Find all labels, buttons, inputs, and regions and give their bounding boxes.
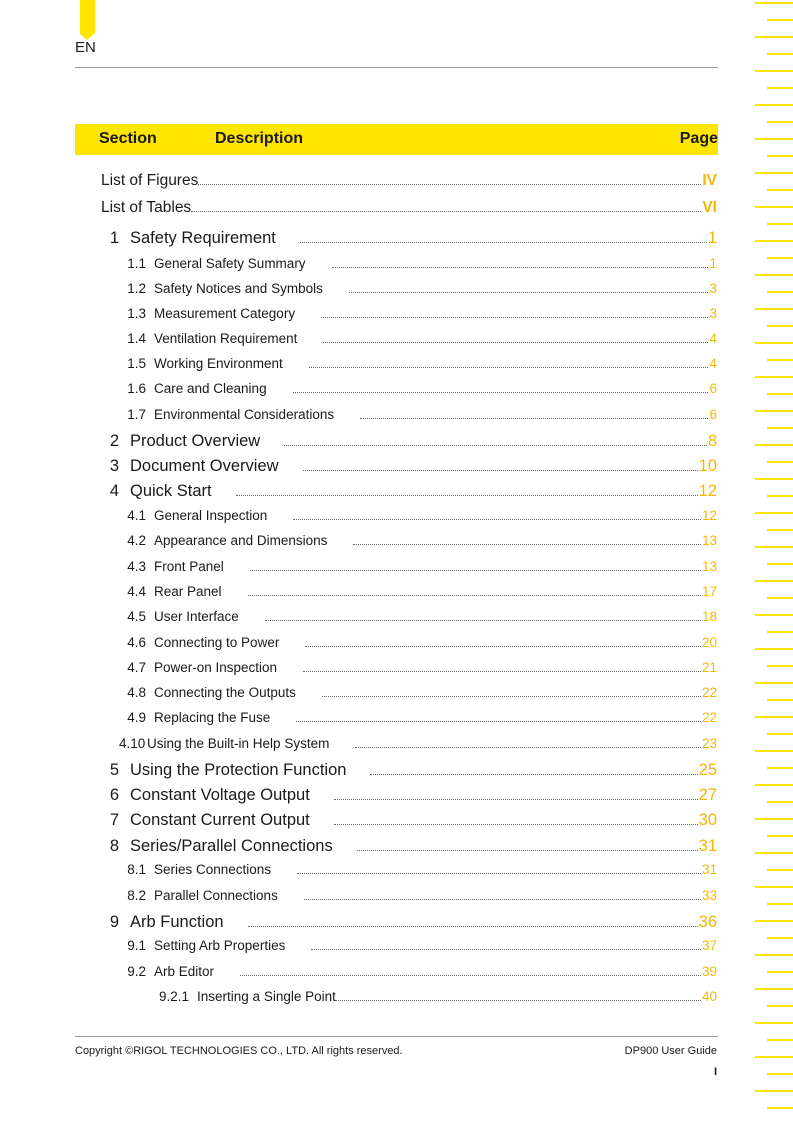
toc-page: 39 bbox=[701, 964, 717, 979]
edge-stripe bbox=[767, 665, 793, 667]
toc-page: 10 bbox=[698, 457, 717, 475]
toc-title: Ventilation Requirement bbox=[154, 331, 298, 346]
edge-stripe bbox=[755, 104, 793, 106]
toc-leader bbox=[353, 544, 701, 545]
toc-page: 31 bbox=[698, 837, 717, 855]
edge-stripe bbox=[755, 376, 793, 378]
toc-entry[interactable] bbox=[126, 609, 717, 624]
toc-leader bbox=[309, 367, 709, 368]
edge-stripe bbox=[767, 461, 793, 463]
toc-number: 4.5 bbox=[127, 609, 146, 624]
toc-leader bbox=[311, 949, 701, 950]
edge-stripe bbox=[767, 835, 793, 837]
toc-leader bbox=[191, 211, 701, 212]
toc-number: 2 bbox=[109, 432, 119, 450]
edge-stripe bbox=[767, 1005, 793, 1007]
toc-page: 8 bbox=[707, 432, 717, 450]
toc-title: Using the Protection Function bbox=[130, 761, 347, 779]
toc-title: Quick Start bbox=[130, 482, 212, 500]
edge-stripe bbox=[767, 325, 793, 327]
toc-leader bbox=[321, 317, 708, 318]
toc-entry[interactable] bbox=[126, 407, 717, 422]
toc-title: Safety Notices and Symbols bbox=[154, 281, 323, 296]
toc-entry[interactable] bbox=[126, 584, 717, 599]
toc-entry[interactable] bbox=[126, 710, 717, 725]
toc-title: Appearance and Dimensions bbox=[154, 533, 328, 548]
toc-page: 21 bbox=[701, 660, 717, 675]
toc-number: 4 bbox=[109, 482, 119, 500]
toc-entry[interactable] bbox=[100, 432, 717, 451]
toc-number: 1.7 bbox=[127, 407, 146, 422]
header-section: Section bbox=[99, 130, 157, 147]
toc-number: 9.1 bbox=[127, 938, 146, 953]
edge-stripe bbox=[755, 614, 793, 616]
toc-number: 6 bbox=[109, 786, 119, 804]
toc-title: Environmental Considerations bbox=[154, 407, 335, 422]
toc-entry[interactable] bbox=[100, 913, 717, 932]
edge-stripe bbox=[767, 495, 793, 497]
toc-number: 4.7 bbox=[127, 660, 146, 675]
edge-stripe bbox=[767, 223, 793, 225]
toc-number: 1.3 bbox=[127, 306, 146, 321]
edge-stripe bbox=[767, 87, 793, 89]
toc-title: Replacing the Fuse bbox=[154, 710, 271, 725]
edge-stripe bbox=[767, 699, 793, 701]
toc-title: Series/Parallel Connections bbox=[130, 837, 333, 855]
toc-leader bbox=[303, 470, 698, 471]
edge-stripe bbox=[755, 308, 793, 310]
edge-stripe bbox=[767, 631, 793, 633]
toc-page: 4 bbox=[709, 331, 717, 346]
toc-page: 3 bbox=[709, 306, 717, 321]
toc-leader bbox=[360, 418, 708, 419]
toc-leader bbox=[349, 292, 709, 293]
edge-stripe bbox=[755, 444, 793, 446]
toc-title: Rear Panel bbox=[154, 584, 222, 599]
toc-entry[interactable] bbox=[126, 862, 717, 877]
toc-entry[interactable] bbox=[126, 685, 717, 700]
edge-stripe bbox=[755, 172, 793, 174]
toc-page: 18 bbox=[701, 609, 717, 624]
toc-page: 17 bbox=[701, 584, 717, 599]
toc-page: 30 bbox=[698, 811, 717, 829]
toc-title: Connecting the Outputs bbox=[154, 685, 296, 700]
toc-number: 4.9 bbox=[127, 710, 146, 725]
edge-stripe bbox=[767, 597, 793, 599]
toc-page: 23 bbox=[701, 736, 717, 751]
toc-leader bbox=[334, 799, 698, 800]
toc-page: 40 bbox=[701, 989, 717, 1004]
edge-stripe bbox=[755, 750, 793, 752]
toc-entry[interactable] bbox=[100, 457, 717, 476]
toc-number: 9 bbox=[109, 913, 119, 931]
toc-page: 1 bbox=[707, 229, 717, 247]
toc-title: Constant Voltage Output bbox=[130, 786, 310, 804]
toc-entry[interactable] bbox=[126, 888, 717, 903]
edge-stripe bbox=[767, 359, 793, 361]
toc-number: 1.2 bbox=[127, 281, 146, 296]
toc-leader bbox=[355, 747, 701, 748]
toc-leader bbox=[198, 184, 701, 185]
toc-title: Inserting a Single Point bbox=[197, 989, 336, 1004]
toc-number: 1.5 bbox=[127, 356, 146, 371]
toc-number: 3 bbox=[109, 457, 119, 475]
toc-page: 22 bbox=[701, 710, 717, 725]
toc-leader bbox=[332, 267, 709, 268]
toc-entry[interactable] bbox=[126, 660, 717, 675]
toc-number: 4.3 bbox=[127, 559, 146, 574]
toc-leader bbox=[296, 721, 701, 722]
edge-stripe bbox=[767, 937, 793, 939]
toc-leader bbox=[293, 519, 701, 520]
edge-stripe bbox=[755, 852, 793, 854]
edge-stripe bbox=[755, 1022, 793, 1024]
toc-entry[interactable] bbox=[100, 811, 717, 830]
toc-title: Constant Current Output bbox=[130, 811, 310, 829]
edge-stripe bbox=[767, 393, 793, 395]
toc-page: VI bbox=[702, 199, 717, 216]
toc-entry[interactable] bbox=[126, 281, 717, 296]
toc-number: 8.1 bbox=[127, 862, 146, 877]
edge-stripe bbox=[767, 971, 793, 973]
toc-entry[interactable] bbox=[100, 786, 717, 805]
toc-entry[interactable] bbox=[126, 508, 717, 523]
toc-entry[interactable] bbox=[126, 635, 717, 650]
toc-page: 22 bbox=[701, 685, 717, 700]
toc-number: 4.6 bbox=[127, 635, 146, 650]
toc-title: General Safety Summary bbox=[154, 256, 306, 271]
toc-title: Document Overview bbox=[130, 457, 279, 475]
edge-stripe bbox=[755, 682, 793, 684]
toc-number: 4.4 bbox=[127, 584, 146, 599]
edge-stripe bbox=[755, 478, 793, 480]
toc-title: Parallel Connections bbox=[154, 888, 278, 903]
toc-title: Arb Editor bbox=[154, 964, 215, 979]
toc-number: 4.8 bbox=[127, 685, 146, 700]
edge-stripes bbox=[755, 0, 793, 1122]
toc-leader bbox=[336, 1000, 701, 1001]
toc-number: 4.2 bbox=[127, 533, 146, 548]
edge-stripe bbox=[755, 648, 793, 650]
toc-title: Connecting to Power bbox=[154, 635, 280, 650]
toc-page: 3 bbox=[709, 281, 717, 296]
toc-leader bbox=[284, 445, 707, 446]
toc-title: List of Tables bbox=[101, 199, 192, 216]
toc-title: Care and Cleaning bbox=[154, 381, 267, 396]
toc-leader bbox=[357, 850, 698, 851]
toc-page: 12 bbox=[698, 482, 717, 500]
edge-stripe bbox=[755, 716, 793, 718]
toc-page: 1 bbox=[709, 256, 717, 271]
toc-title: Product Overview bbox=[130, 432, 261, 450]
header-page: Page bbox=[679, 130, 718, 147]
toc-entry[interactable] bbox=[126, 256, 717, 271]
toc-page: 12 bbox=[701, 508, 717, 523]
toc-leader bbox=[240, 975, 701, 976]
toc-entry[interactable] bbox=[126, 331, 717, 346]
edge-stripe bbox=[767, 291, 793, 293]
footer-divider bbox=[75, 1036, 718, 1037]
toc-number: 9.2.1 bbox=[159, 989, 190, 1004]
toc-entry[interactable] bbox=[126, 533, 717, 548]
edge-stripe bbox=[755, 886, 793, 888]
edge-stripe bbox=[755, 954, 793, 956]
edge-stripe bbox=[755, 2, 793, 4]
header-description: Description bbox=[215, 130, 304, 147]
toc-entry[interactable] bbox=[119, 736, 717, 751]
toc-page: 20 bbox=[701, 635, 717, 650]
toc-page: 36 bbox=[698, 913, 717, 931]
edge-stripe bbox=[767, 155, 793, 157]
toc-title: Arb Function bbox=[130, 913, 224, 931]
toc-leader bbox=[323, 342, 708, 343]
toc-page: 6 bbox=[709, 407, 717, 422]
edge-stripe bbox=[755, 36, 793, 38]
edge-stripe bbox=[767, 733, 793, 735]
toc-entry[interactable] bbox=[100, 837, 717, 856]
toc-leader bbox=[370, 774, 697, 775]
toc-entry[interactable] bbox=[159, 989, 717, 1004]
edge-stripe bbox=[755, 410, 793, 412]
toc-number: 7 bbox=[109, 811, 119, 829]
toc-entry[interactable] bbox=[126, 559, 717, 574]
language-label: EN bbox=[75, 39, 96, 56]
toc-leader bbox=[300, 242, 707, 243]
edge-stripe bbox=[767, 257, 793, 259]
toc-title: Working Environment bbox=[154, 356, 283, 371]
edge-stripe bbox=[755, 342, 793, 344]
toc-number: 8.2 bbox=[127, 888, 146, 903]
copyright-text: Copyright ©RIGOL TECHNOLOGIES CO., LTD. All rights reserved. bbox=[75, 1045, 403, 1057]
edge-stripe bbox=[755, 580, 793, 582]
edge-stripe bbox=[767, 19, 793, 21]
toc-number: 4.1 bbox=[127, 508, 146, 523]
page-number: I bbox=[713, 1066, 717, 1078]
edge-stripe bbox=[767, 767, 793, 769]
edge-stripe bbox=[755, 240, 793, 242]
edge-stripe bbox=[767, 427, 793, 429]
edge-stripe bbox=[755, 206, 793, 208]
toc-title: Series Connections bbox=[154, 862, 272, 877]
edge-stripe bbox=[767, 563, 793, 565]
toc-leader bbox=[236, 495, 698, 496]
toc-title: Measurement Category bbox=[154, 306, 296, 321]
toc-entry[interactable] bbox=[126, 306, 717, 321]
toc-number: 1.4 bbox=[127, 331, 146, 346]
edge-stripe bbox=[755, 546, 793, 548]
toc-page: 6 bbox=[709, 381, 717, 396]
toc-leader bbox=[305, 646, 701, 647]
toc-number: 9.2 bbox=[127, 964, 146, 979]
toc-number: 1 bbox=[109, 229, 119, 247]
toc-page: 33 bbox=[701, 888, 717, 903]
toc-title: Front Panel bbox=[154, 559, 224, 574]
edge-stripe bbox=[755, 512, 793, 514]
toc-entry[interactable] bbox=[100, 482, 717, 501]
toc-title: Safety Requirement bbox=[130, 229, 276, 247]
toc-number: 1.1 bbox=[127, 256, 146, 271]
edge-stripe bbox=[767, 903, 793, 905]
toc-leader bbox=[293, 392, 709, 393]
guide-title: DP900 User Guide bbox=[624, 1045, 717, 1057]
toc-number: 1.6 bbox=[127, 381, 146, 396]
toc-leader bbox=[297, 873, 701, 874]
toc-number: 5 bbox=[109, 761, 119, 779]
toc-leader bbox=[250, 570, 701, 571]
edge-stripe bbox=[755, 1056, 793, 1058]
toc-page: 4 bbox=[709, 356, 717, 371]
toc-entry[interactable] bbox=[100, 761, 717, 780]
toc-title: List of Figures bbox=[101, 172, 199, 189]
edge-stripe bbox=[755, 1090, 793, 1092]
toc-title: Power-on Inspection bbox=[154, 660, 278, 675]
toc-entry[interactable] bbox=[126, 964, 717, 979]
edge-stripe bbox=[755, 70, 793, 72]
toc-page: 25 bbox=[698, 761, 717, 779]
toc-entry[interactable] bbox=[126, 938, 717, 953]
toc-page: 31 bbox=[701, 862, 717, 877]
toc-entry[interactable] bbox=[126, 381, 717, 396]
toc-page: 37 bbox=[701, 938, 717, 953]
toc-page: 13 bbox=[701, 559, 717, 574]
edge-stripe bbox=[767, 1107, 793, 1109]
toc-entry[interactable] bbox=[101, 199, 717, 217]
edge-stripe bbox=[755, 274, 793, 276]
toc-page: 13 bbox=[701, 533, 717, 548]
edge-stripe bbox=[767, 1073, 793, 1075]
edge-stripe bbox=[755, 784, 793, 786]
toc-leader bbox=[322, 696, 701, 697]
toc-leader bbox=[248, 926, 698, 927]
edge-stripe bbox=[755, 988, 793, 990]
toc-leader bbox=[265, 620, 701, 621]
toc-leader bbox=[248, 595, 701, 596]
edge-stripe bbox=[767, 121, 793, 123]
toc-number: 4.10 bbox=[119, 736, 146, 751]
edge-stripe bbox=[755, 138, 793, 140]
edge-stripe bbox=[767, 53, 793, 55]
toc-entry[interactable] bbox=[100, 229, 717, 248]
toc-title: General Inspection bbox=[154, 508, 268, 523]
edge-stripe bbox=[755, 920, 793, 922]
toc-title: Setting Arb Properties bbox=[154, 938, 286, 953]
edge-stripe bbox=[767, 189, 793, 191]
toc-page: 27 bbox=[698, 786, 717, 804]
edge-stripe bbox=[755, 818, 793, 820]
toc-leader bbox=[304, 899, 701, 900]
toc-page: IV bbox=[702, 172, 717, 189]
toc-entry[interactable] bbox=[126, 356, 717, 371]
toc-leader bbox=[303, 671, 701, 672]
edge-stripe bbox=[767, 529, 793, 531]
edge-stripe bbox=[767, 869, 793, 871]
edge-stripe bbox=[767, 1039, 793, 1041]
edge-stripe bbox=[767, 801, 793, 803]
toc-title: User Interface bbox=[154, 609, 239, 624]
toc-title: Using the Built-in Help System bbox=[147, 736, 330, 751]
toc-entry[interactable] bbox=[101, 172, 717, 190]
toc-number: 8 bbox=[109, 837, 119, 855]
toc-leader bbox=[334, 824, 698, 825]
